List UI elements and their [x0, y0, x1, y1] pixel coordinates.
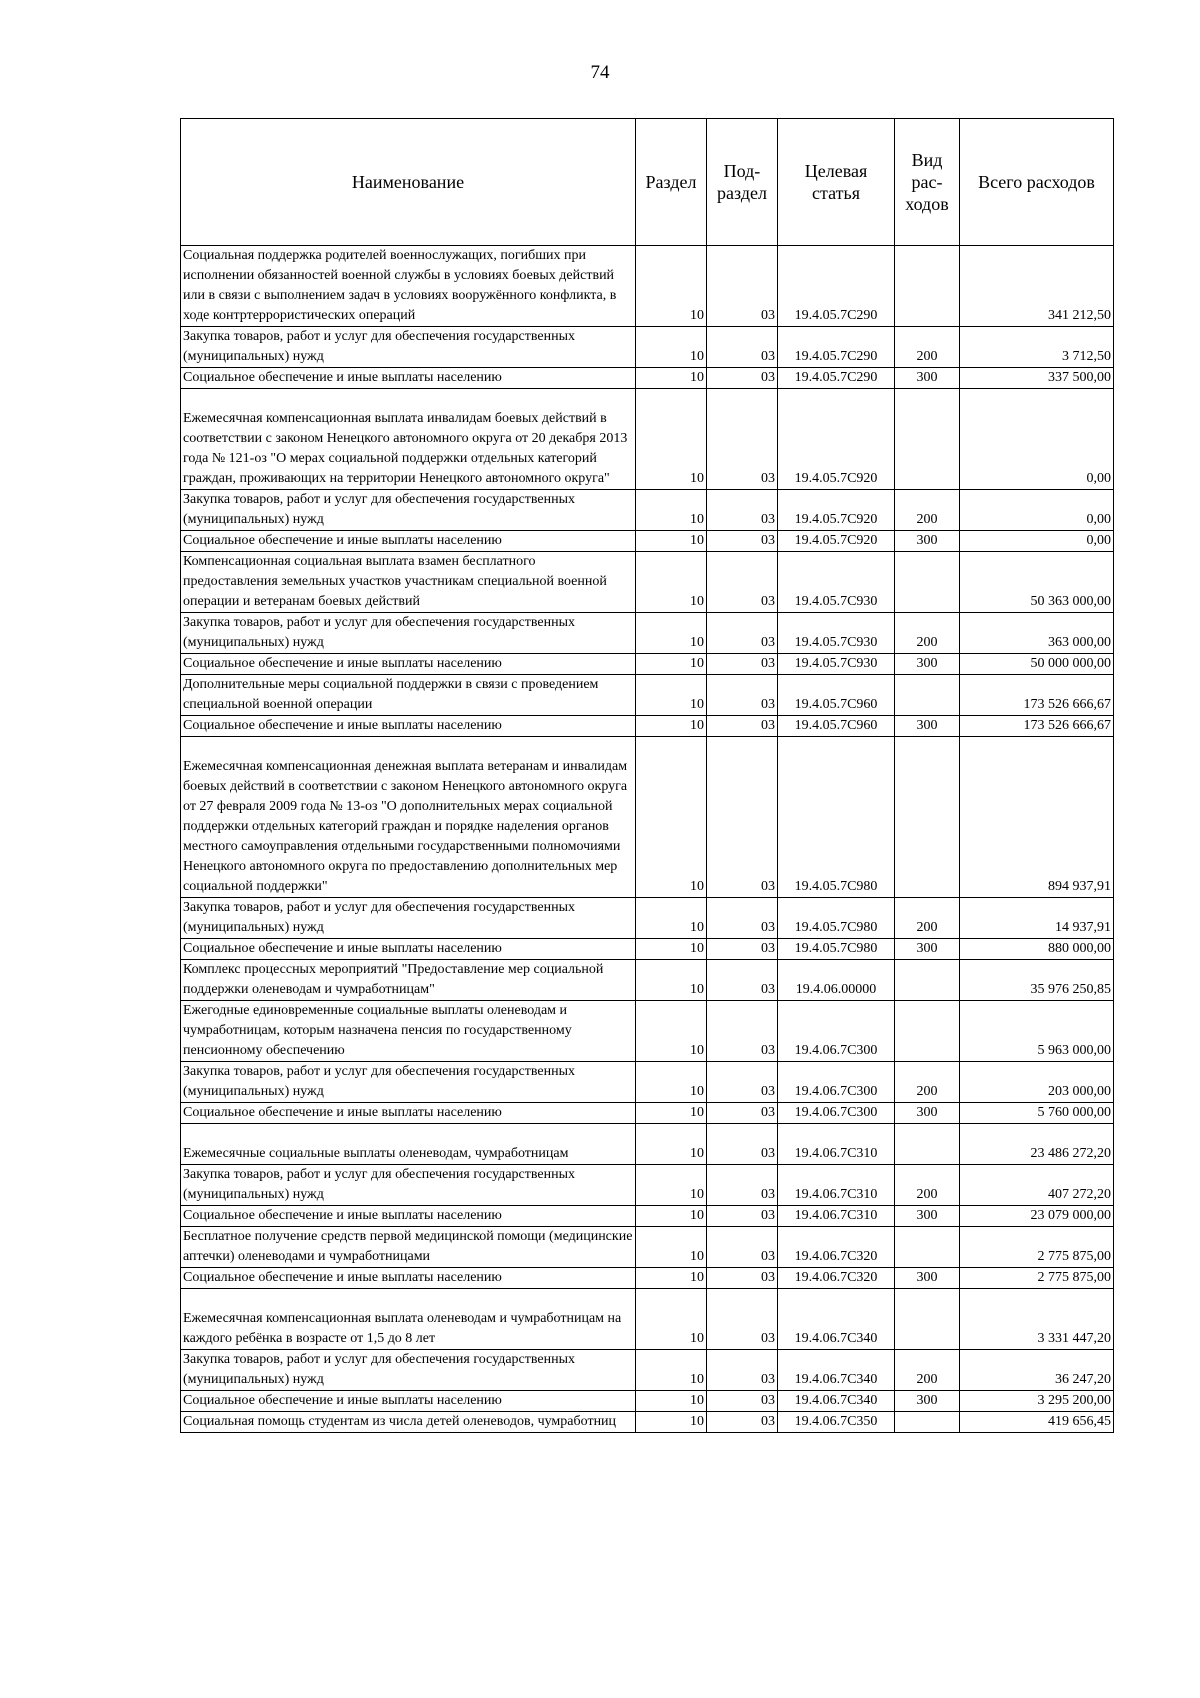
- cell-name: Закупка товаров, работ и услуг для обеспечения государственных (муниципальных) нужд: [181, 1165, 636, 1206]
- cell-vid: 300: [895, 1206, 960, 1227]
- cell-statya: 19.4.06.7С310: [778, 1206, 895, 1227]
- cell-statya: 19.4.05.7С920: [778, 389, 895, 490]
- cell-total: 23 486 272,20: [960, 1124, 1114, 1165]
- cell-name: Социальная помощь студентам из числа детей оленеводов, чумработниц: [181, 1412, 636, 1433]
- cell-statya: 19.4.06.7С310: [778, 1124, 895, 1165]
- cell-total: 3 712,50: [960, 327, 1114, 368]
- cell-total: 894 937,91: [960, 737, 1114, 898]
- cell-razdel: 10: [636, 1412, 707, 1433]
- cell-podrazdel: 03: [707, 531, 778, 552]
- cell-razdel: 10: [636, 552, 707, 613]
- table-row: [181, 327, 1114, 368]
- column-header-vid: Вид рас- ходов: [895, 119, 960, 246]
- cell-total: 0,00: [960, 490, 1114, 531]
- cell-statya: 19.4.06.7С320: [778, 1227, 895, 1268]
- cell-podrazdel: 03: [707, 898, 778, 939]
- cell-statya: 19.4.05.7С930: [778, 654, 895, 675]
- cell-statya: 19.4.06.7С340: [778, 1391, 895, 1412]
- cell-podrazdel: 03: [707, 246, 778, 327]
- cell-podrazdel: 03: [707, 1165, 778, 1206]
- cell-name: Ежемесячные социальные выплаты оленеводам, чумработницам: [181, 1124, 636, 1165]
- cell-name: Закупка товаров, работ и услуг для обеспечения государственных (муниципальных) нужд: [181, 1062, 636, 1103]
- cell-razdel: 10: [636, 1289, 707, 1350]
- cell-name: Закупка товаров, работ и услуг для обеспечения государственных (муниципальных) нужд: [181, 327, 636, 368]
- table-row: [181, 1391, 1114, 1412]
- table-body: [181, 246, 1114, 1433]
- cell-total: 173 526 666,67: [960, 675, 1114, 716]
- cell-podrazdel: 03: [707, 1001, 778, 1062]
- cell-total: 14 937,91: [960, 898, 1114, 939]
- cell-razdel: 10: [636, 1227, 707, 1268]
- cell-razdel: 10: [636, 327, 707, 368]
- cell-statya: 19.4.06.7С310: [778, 1165, 895, 1206]
- cell-podrazdel: 03: [707, 960, 778, 1001]
- cell-statya: 19.4.05.7С930: [778, 552, 895, 613]
- cell-name: Социальное обеспечение и иные выплаты населению: [181, 1103, 636, 1124]
- cell-podrazdel: 03: [707, 1124, 778, 1165]
- table-row: [181, 716, 1114, 737]
- cell-total: 880 000,00: [960, 939, 1114, 960]
- cell-vid: [895, 960, 960, 1001]
- table-row: [181, 1227, 1114, 1268]
- cell-statya: 19.4.05.7С290: [778, 327, 895, 368]
- cell-podrazdel: 03: [707, 1412, 778, 1433]
- cell-total: 5 963 000,00: [960, 1001, 1114, 1062]
- cell-podrazdel: 03: [707, 1350, 778, 1391]
- cell-name: Закупка товаров, работ и услуг для обеспечения государственных (муниципальных) нужд: [181, 490, 636, 531]
- cell-total: 50 000 000,00: [960, 654, 1114, 675]
- table-row: [181, 1350, 1114, 1391]
- cell-vid: [895, 1001, 960, 1062]
- cell-podrazdel: 03: [707, 1062, 778, 1103]
- cell-total: 23 079 000,00: [960, 1206, 1114, 1227]
- table-row: [181, 960, 1114, 1001]
- column-header-name: Наименование: [181, 119, 636, 246]
- cell-razdel: 10: [636, 389, 707, 490]
- cell-name: Ежемесячная компенсационная выплата инвалидам боевых действий в соответствии с законом Ненецкого автономного округа от 20 декабря 2013 года № 121-оз "О мерах социальной поддержки отдельных категорий граждан, проживающих на территории Ненецкого автономного округа": [181, 389, 636, 490]
- cell-total: 5 760 000,00: [960, 1103, 1114, 1124]
- cell-podrazdel: 03: [707, 939, 778, 960]
- table-row: [181, 613, 1114, 654]
- cell-razdel: 10: [636, 490, 707, 531]
- cell-vid: 300: [895, 1268, 960, 1289]
- table-row: [181, 1062, 1114, 1103]
- cell-podrazdel: 03: [707, 368, 778, 389]
- cell-vid: 200: [895, 898, 960, 939]
- cell-podrazdel: 03: [707, 675, 778, 716]
- cell-name: Компенсационная социальная выплата взамен бесплатного предоставления земельных участков участникам специальной военной операции и ветеранам боевых действий: [181, 552, 636, 613]
- cell-razdel: 10: [636, 960, 707, 1001]
- cell-vid: 300: [895, 531, 960, 552]
- cell-total: 341 212,50: [960, 246, 1114, 327]
- cell-razdel: 10: [636, 1062, 707, 1103]
- cell-vid: 200: [895, 613, 960, 654]
- table-row: [181, 737, 1114, 898]
- cell-vid: [895, 1289, 960, 1350]
- cell-statya: 19.4.05.7С920: [778, 531, 895, 552]
- table-row: [181, 898, 1114, 939]
- table-row: [181, 368, 1114, 389]
- cell-name: Закупка товаров, работ и услуг для обеспечения государственных (муниципальных) нужд: [181, 898, 636, 939]
- table-row: [181, 1289, 1114, 1350]
- cell-podrazdel: 03: [707, 1268, 778, 1289]
- cell-razdel: 10: [636, 246, 707, 327]
- cell-podrazdel: 03: [707, 716, 778, 737]
- cell-vid: 300: [895, 939, 960, 960]
- cell-name: Социальное обеспечение и иные выплаты населению: [181, 531, 636, 552]
- cell-total: 419 656,45: [960, 1412, 1114, 1433]
- cell-statya: 19.4.05.7С960: [778, 716, 895, 737]
- table-row: [181, 246, 1114, 327]
- cell-total: 337 500,00: [960, 368, 1114, 389]
- table-row: [181, 1165, 1114, 1206]
- cell-podrazdel: 03: [707, 1227, 778, 1268]
- cell-statya: 19.4.06.7С340: [778, 1350, 895, 1391]
- cell-razdel: 10: [636, 1103, 707, 1124]
- cell-razdel: 10: [636, 737, 707, 898]
- cell-statya: 19.4.06.7С300: [778, 1103, 895, 1124]
- cell-vid: 200: [895, 490, 960, 531]
- cell-total: 0,00: [960, 389, 1114, 490]
- cell-statya: 19.4.05.7С960: [778, 675, 895, 716]
- cell-razdel: 10: [636, 654, 707, 675]
- cell-statya: 19.4.05.7С290: [778, 368, 895, 389]
- page-number: 74: [590, 62, 610, 83]
- cell-statya: 19.4.06.7С350: [778, 1412, 895, 1433]
- cell-podrazdel: 03: [707, 1289, 778, 1350]
- cell-razdel: 10: [636, 531, 707, 552]
- cell-vid: 200: [895, 1350, 960, 1391]
- cell-vid: 300: [895, 654, 960, 675]
- table-row: [181, 1206, 1114, 1227]
- cell-name: Социальное обеспечение и иные выплаты населению: [181, 1391, 636, 1412]
- cell-podrazdel: 03: [707, 389, 778, 490]
- cell-total: 0,00: [960, 531, 1114, 552]
- cell-statya: 19.4.05.7С920: [778, 490, 895, 531]
- table-row: [181, 389, 1114, 490]
- cell-razdel: 10: [636, 1268, 707, 1289]
- cell-name: Ежегодные единовременные социальные выплаты оленеводам и чумработницам, которым назначена пенсия по государственному пенсионному обеспечению: [181, 1001, 636, 1062]
- cell-statya: 19.4.06.7С320: [778, 1268, 895, 1289]
- cell-name: Социальное обеспечение и иные выплаты населению: [181, 716, 636, 737]
- cell-statya: 19.4.06.00000: [778, 960, 895, 1001]
- cell-name: Социальное обеспечение и иные выплаты населению: [181, 1206, 636, 1227]
- cell-statya: 19.4.05.7С290: [778, 246, 895, 327]
- cell-podrazdel: 03: [707, 613, 778, 654]
- cell-name: Бесплатное получение средств первой медицинской помощи (медицинские аптечки) оленеводами и чумработницами: [181, 1227, 636, 1268]
- cell-statya: 19.4.05.7С980: [778, 737, 895, 898]
- cell-total: 407 272,20: [960, 1165, 1114, 1206]
- cell-statya: 19.4.05.7С980: [778, 939, 895, 960]
- cell-name: Ежемесячная компенсационная выплата оленеводам и чумработницам на каждого ребёнка в возрасте от 1,5 до 8 лет: [181, 1289, 636, 1350]
- cell-total: 203 000,00: [960, 1062, 1114, 1103]
- cell-vid: [895, 552, 960, 613]
- cell-podrazdel: 03: [707, 1206, 778, 1227]
- cell-razdel: 10: [636, 1165, 707, 1206]
- cell-total: 2 775 875,00: [960, 1227, 1114, 1268]
- cell-razdel: 10: [636, 613, 707, 654]
- table-row: [181, 1001, 1114, 1062]
- cell-total: 2 775 875,00: [960, 1268, 1114, 1289]
- cell-name: Социальная поддержка родителей военнослужащих, погибших при исполнении обязанностей военной службы в условиях боевых действий или в связи с выполнением задач в условиях вооружённого конфликта, в ходе контртеррористических операций: [181, 246, 636, 327]
- cell-vid: [895, 1227, 960, 1268]
- table-row: [181, 1103, 1114, 1124]
- table-row: [181, 490, 1114, 531]
- cell-name: Социальное обеспечение и иные выплаты населению: [181, 368, 636, 389]
- cell-name: Закупка товаров, работ и услуг для обеспечения государственных (муниципальных) нужд: [181, 613, 636, 654]
- column-header-total: Всего расходов: [960, 119, 1114, 246]
- cell-vid: [895, 1412, 960, 1433]
- cell-vid: 300: [895, 368, 960, 389]
- cell-razdel: 10: [636, 368, 707, 389]
- cell-podrazdel: 03: [707, 490, 778, 531]
- cell-total: 50 363 000,00: [960, 552, 1114, 613]
- table-header-row: [181, 119, 1114, 246]
- cell-razdel: 10: [636, 939, 707, 960]
- cell-vid: [895, 246, 960, 327]
- cell-total: 36 247,20: [960, 1350, 1114, 1391]
- cell-vid: [895, 1124, 960, 1165]
- cell-podrazdel: 03: [707, 737, 778, 898]
- cell-name: Социальное обеспечение и иные выплаты населению: [181, 1268, 636, 1289]
- cell-razdel: 10: [636, 675, 707, 716]
- table-row: [181, 654, 1114, 675]
- cell-vid: [895, 389, 960, 490]
- column-header-statya: Целевая статья: [778, 119, 895, 246]
- cell-vid: 200: [895, 1062, 960, 1103]
- cell-razdel: 10: [636, 898, 707, 939]
- table-row: [181, 1412, 1114, 1433]
- cell-statya: 19.4.06.7С300: [778, 1001, 895, 1062]
- table-row: [181, 552, 1114, 613]
- cell-name: Ежемесячная компенсационная денежная выплата ветеранам и инвалидам боевых действий в соответствии с законом Ненецкого автономного округа от 27 февраля 2009 года № 13-оз "О дополнительных мерах социальной поддержки отдельных категорий граждан и порядке наделения органов местного самоуправления отдельными государственными полномочиями Ненецкого автономного округа по предоставлению дополнительных мер социальной поддержки": [181, 737, 636, 898]
- cell-total: 363 000,00: [960, 613, 1114, 654]
- column-header-razdel: Раздел: [636, 119, 707, 246]
- cell-statya: 19.4.06.7С300: [778, 1062, 895, 1103]
- column-header-podrazdel: Под- раздел: [707, 119, 778, 246]
- table-row: [181, 675, 1114, 716]
- cell-name: Закупка товаров, работ и услуг для обеспечения государственных (муниципальных) нужд: [181, 1350, 636, 1391]
- budget-table: [180, 118, 1114, 1433]
- cell-podrazdel: 03: [707, 552, 778, 613]
- cell-total: 3 295 200,00: [960, 1391, 1114, 1412]
- cell-name: Социальное обеспечение и иные выплаты населению: [181, 939, 636, 960]
- table-row: [181, 939, 1114, 960]
- cell-razdel: 10: [636, 1391, 707, 1412]
- cell-total: 35 976 250,85: [960, 960, 1114, 1001]
- cell-statya: 19.4.05.7С980: [778, 898, 895, 939]
- cell-vid: [895, 675, 960, 716]
- table-row: [181, 1268, 1114, 1289]
- cell-razdel: 10: [636, 1001, 707, 1062]
- cell-statya: 19.4.05.7С930: [778, 613, 895, 654]
- cell-total: 173 526 666,67: [960, 716, 1114, 737]
- cell-razdel: 10: [636, 716, 707, 737]
- cell-vid: 300: [895, 716, 960, 737]
- cell-total: 3 331 447,20: [960, 1289, 1114, 1350]
- table-row: [181, 531, 1114, 552]
- cell-podrazdel: 03: [707, 1103, 778, 1124]
- cell-name: Дополнительные меры социальной поддержки в связи с проведением специальной военной операции: [181, 675, 636, 716]
- cell-vid: [895, 737, 960, 898]
- cell-podrazdel: 03: [707, 654, 778, 675]
- cell-podrazdel: 03: [707, 327, 778, 368]
- cell-name: Комплекс процессных мероприятий "Предоставление мер социальной поддержки оленеводам и чумработницам": [181, 960, 636, 1001]
- cell-razdel: 10: [636, 1206, 707, 1227]
- cell-vid: 300: [895, 1103, 960, 1124]
- cell-podrazdel: 03: [707, 1391, 778, 1412]
- cell-name: Социальное обеспечение и иные выплаты населению: [181, 654, 636, 675]
- table-row: [181, 1124, 1114, 1165]
- cell-razdel: 10: [636, 1350, 707, 1391]
- cell-vid: 300: [895, 1391, 960, 1412]
- cell-vid: 200: [895, 1165, 960, 1206]
- cell-vid: 200: [895, 327, 960, 368]
- cell-statya: 19.4.06.7С340: [778, 1289, 895, 1350]
- cell-razdel: 10: [636, 1124, 707, 1165]
